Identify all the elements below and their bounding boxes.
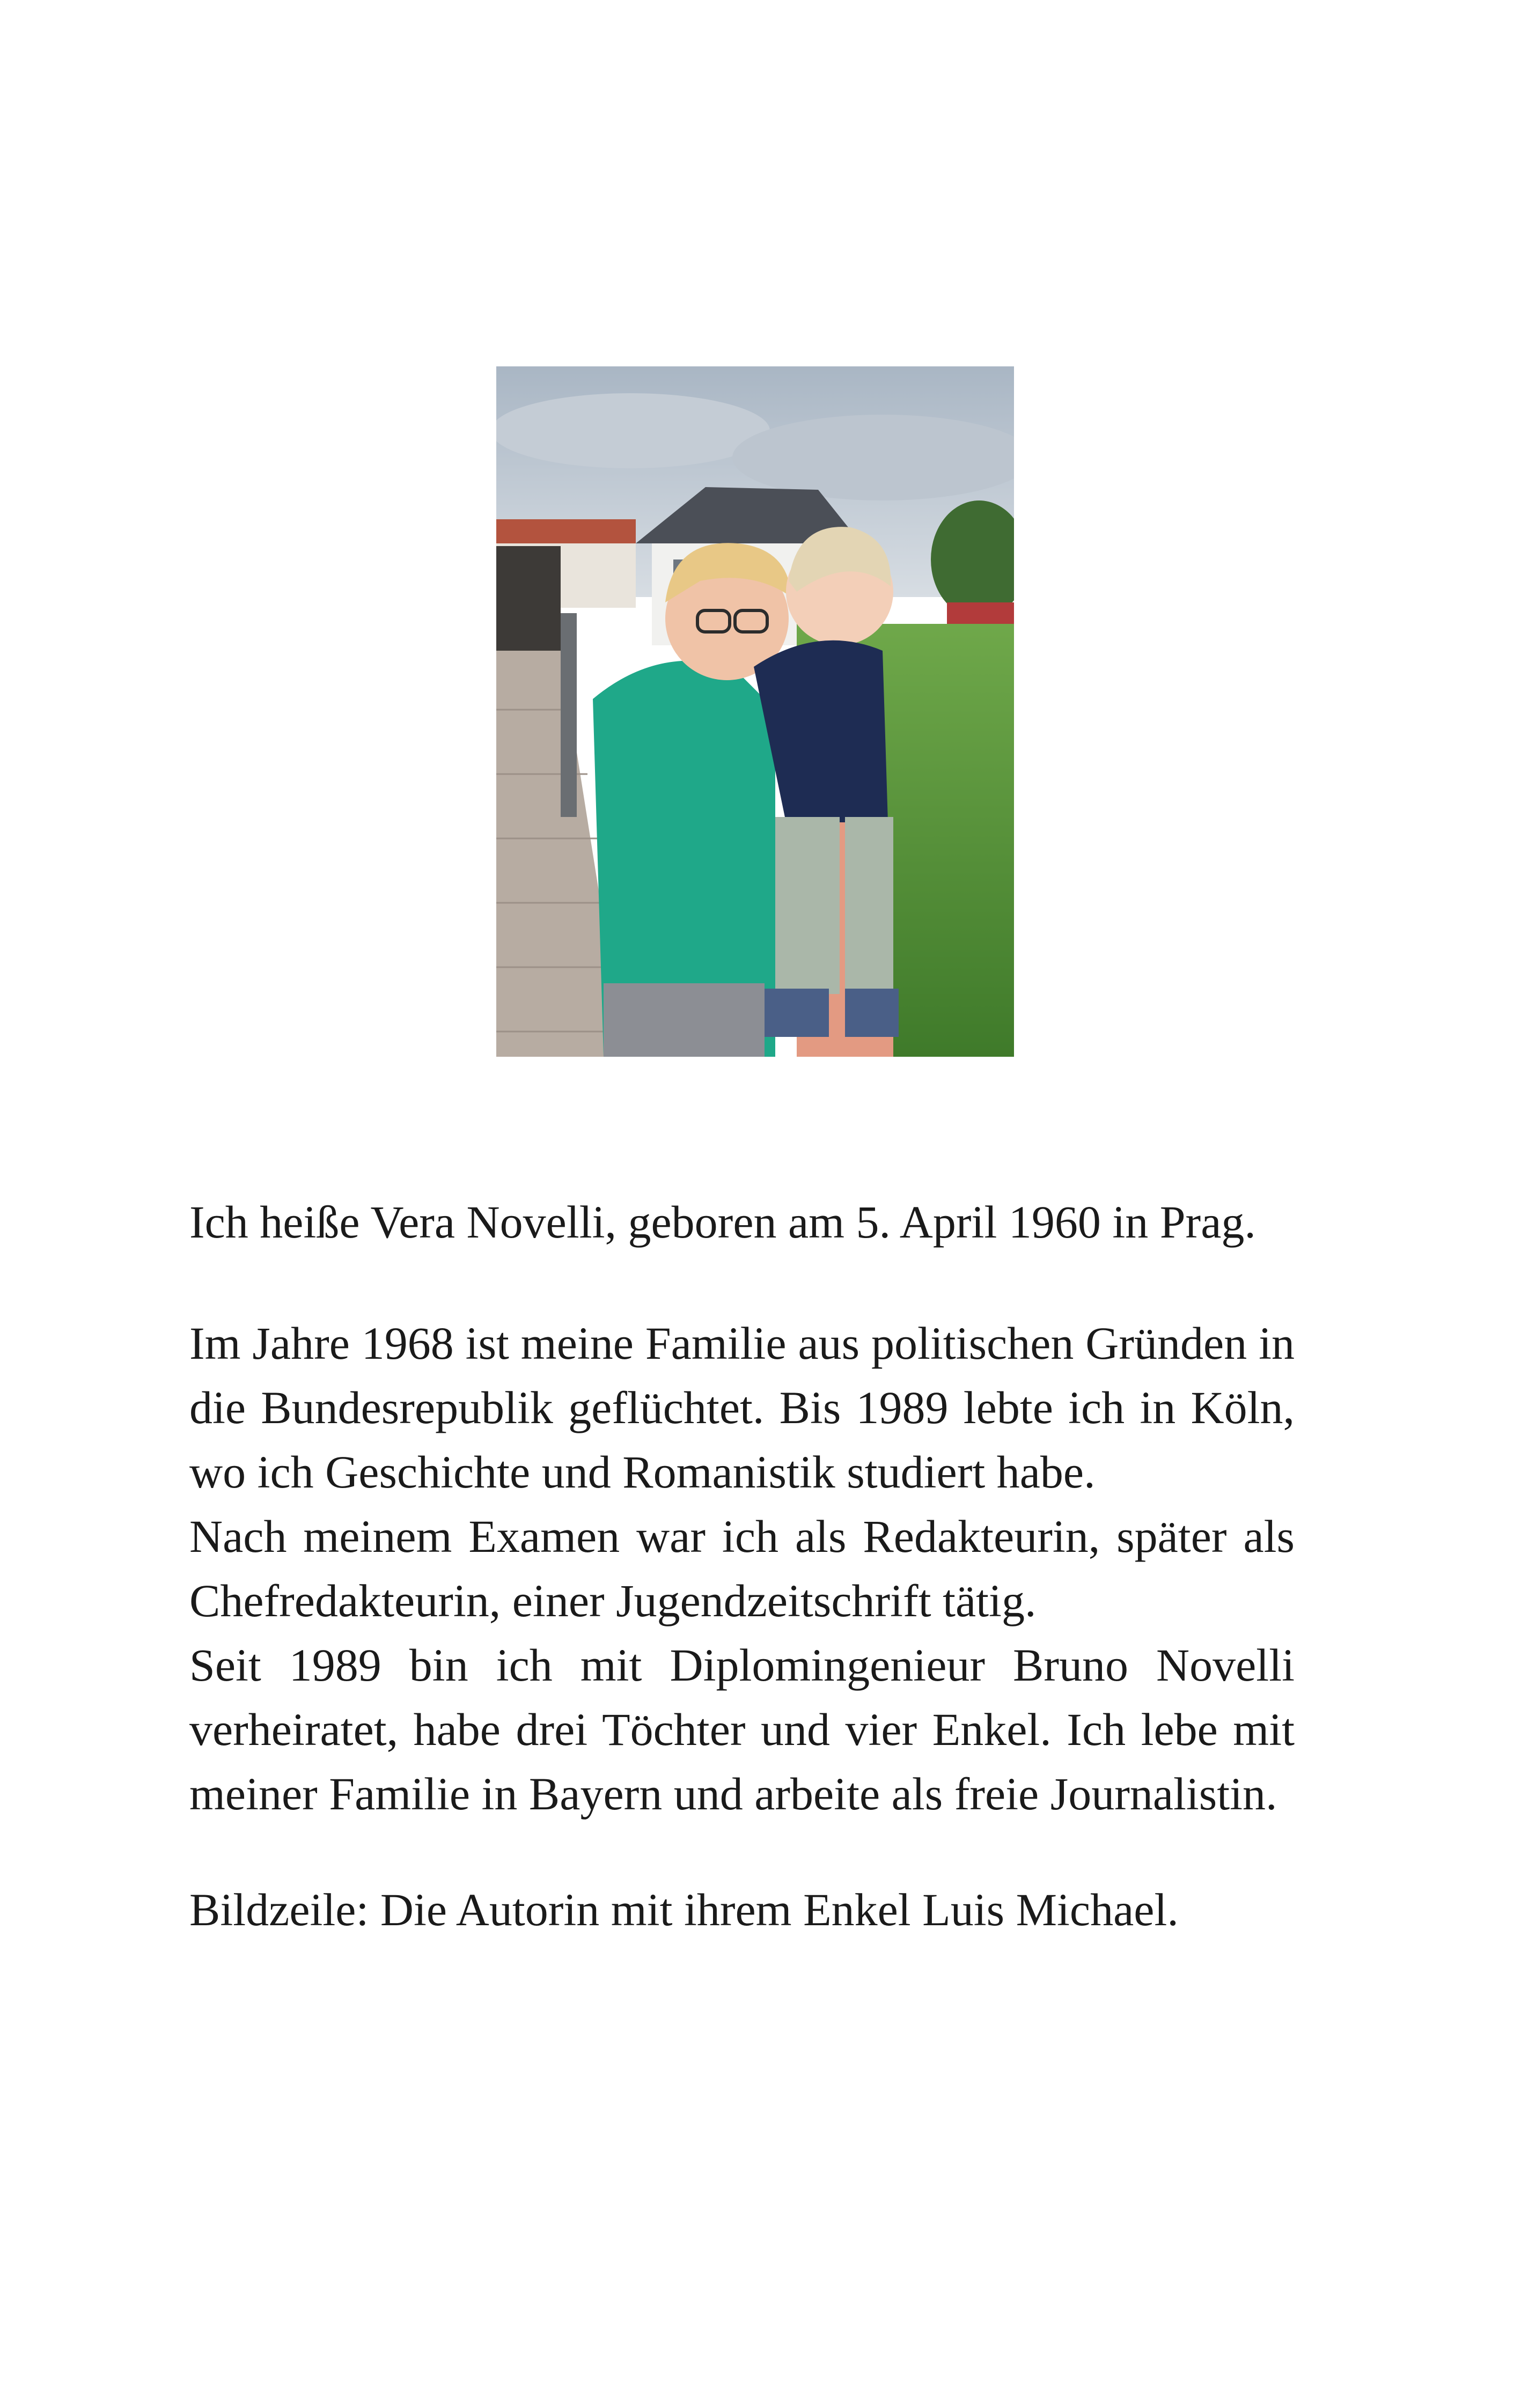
bio-paragraph-3: Seit 1989 bin ich mit Diplomingenieur Bruno Novelli verheiratet, habe drei Töchter und vier Enkel. Ich lebe mit meiner Familie in Bayern und arbeite als freie Journalistin.	[189, 1639, 1295, 1820]
biography	[189, 1311, 1295, 1826]
bio-paragraph-1: Im Jahre 1968 ist meine Familie aus politischen Gründen in die Bundesrepublik geflüchtet. Bis 1989 lebte ich in Köln, wo ich Geschichte und Romanistik studiert habe.	[189, 1317, 1295, 1498]
bio-paragraph-2: Nach meinem Examen war ich als Redakteurin, später als Chefredakteurin, einer Jugendzeitschrift tätig.	[189, 1511, 1295, 1626]
intro-line: Ich heiße Vera Novelli, geboren am 5. April 1960 in Prag.	[189, 1196, 1256, 1248]
author-photo	[496, 366, 1014, 1057]
photo-illustration	[496, 366, 1014, 1057]
photo-caption: Bildzeile: Die Autorin mit ihrem Enkel Luis Michael.	[189, 1884, 1179, 1935]
